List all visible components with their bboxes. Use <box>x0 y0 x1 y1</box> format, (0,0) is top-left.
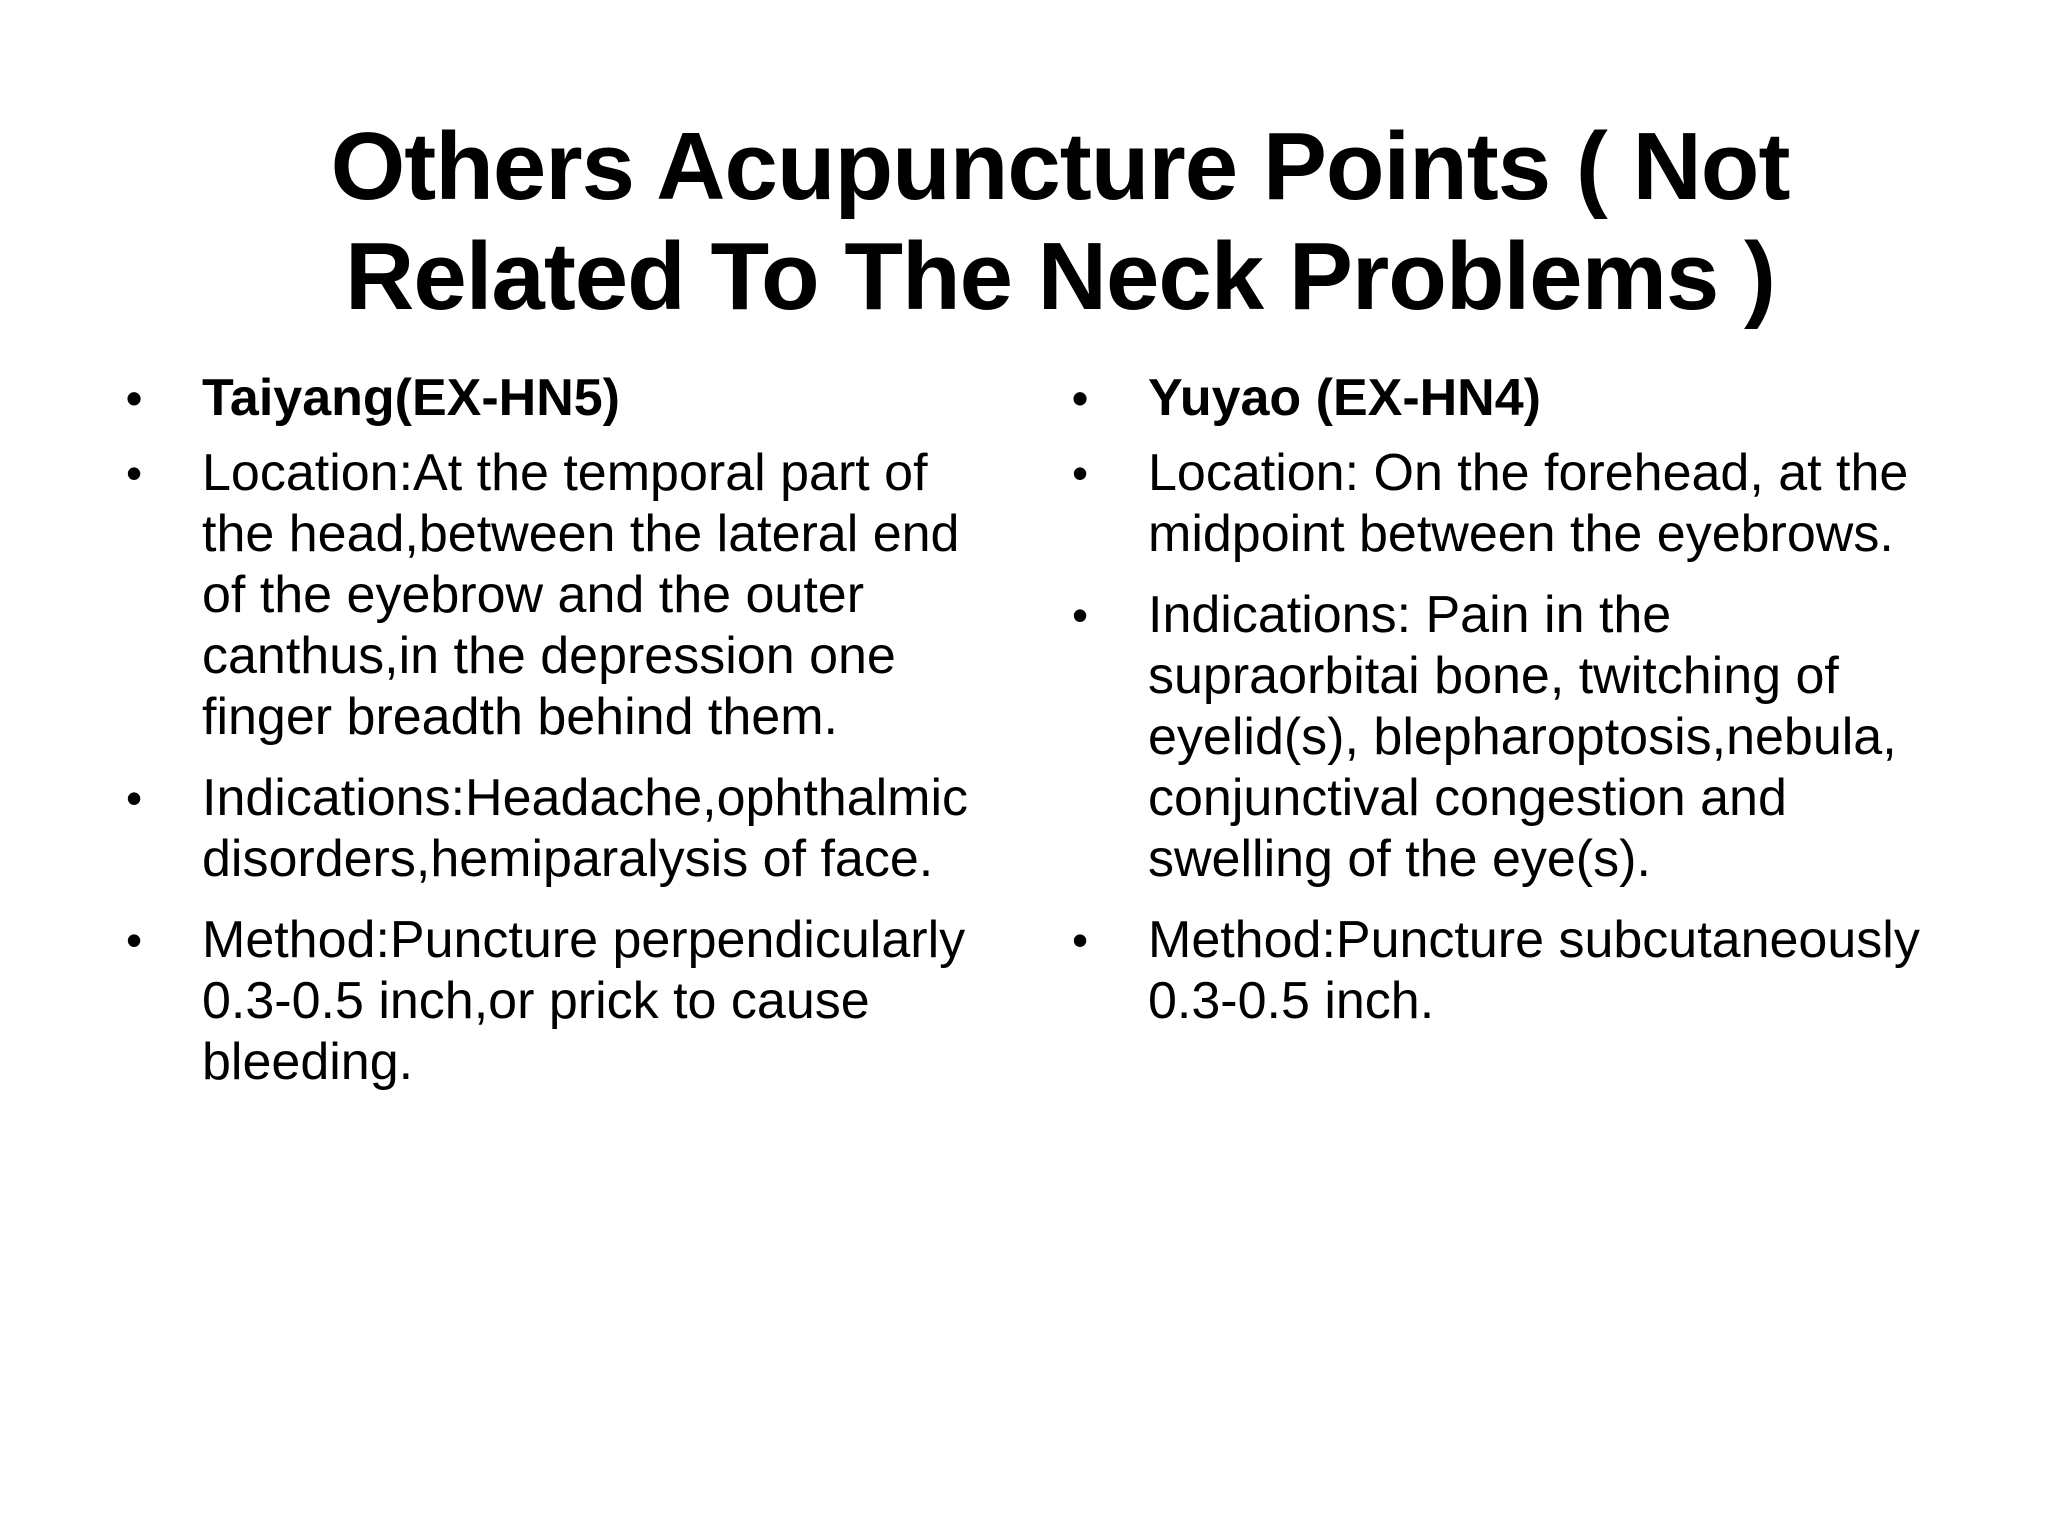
bullet-icon: • <box>126 772 143 824</box>
list-item <box>1066 585 1946 890</box>
bullet-icon: • <box>1072 447 1089 499</box>
bullet-icon: • <box>126 372 143 424</box>
point-method: Method:Puncture subcutaneously 0.3-0.5 inch. <box>1148 911 1920 1030</box>
list-item <box>1066 368 1946 429</box>
point-heading: Yuyao (EX-HN4) <box>1148 369 1541 427</box>
point-method: Method:Puncture perpendicularly 0.3-0.5 inch,or prick to cause bleeding. <box>202 911 966 1091</box>
point-indications: Indications: Pain in the supraorbitai bone, twitching of eyelid(s), blepharoptosis,nebula, conjunctival congestion and swelling of the eye(s). <box>1148 586 1897 888</box>
list-item <box>120 768 1000 890</box>
slide-title: Others Acupuncture Points ( Not Related To The Neck Problems ) <box>330 113 1790 330</box>
list-item <box>120 443 1000 748</box>
bullet-icon: • <box>126 914 143 966</box>
point-heading: Taiyang(EX-HN5) <box>202 369 620 427</box>
left-column-list <box>120 368 1000 1113</box>
list-item <box>1066 443 1946 565</box>
right-column-list <box>1066 368 1946 1052</box>
bullet-icon: • <box>126 447 143 499</box>
bullet-icon: • <box>1072 914 1089 966</box>
list-item <box>1066 910 1946 1032</box>
bullet-icon: • <box>1072 589 1089 641</box>
list-item <box>120 368 1000 429</box>
point-indications: Indications:Headache,ophthalmic disorders,hemiparalysis of face. <box>202 769 969 888</box>
bullet-icon: • <box>1072 372 1089 424</box>
point-location: Location: On the forehead, at the midpoint between the eyebrows. <box>1148 444 1909 563</box>
list-item <box>120 910 1000 1093</box>
point-location: Location:At the temporal part of the head,between the lateral end of the eyebrow and the outer canthus,in the depression one finger breadth behind them. <box>202 444 960 746</box>
